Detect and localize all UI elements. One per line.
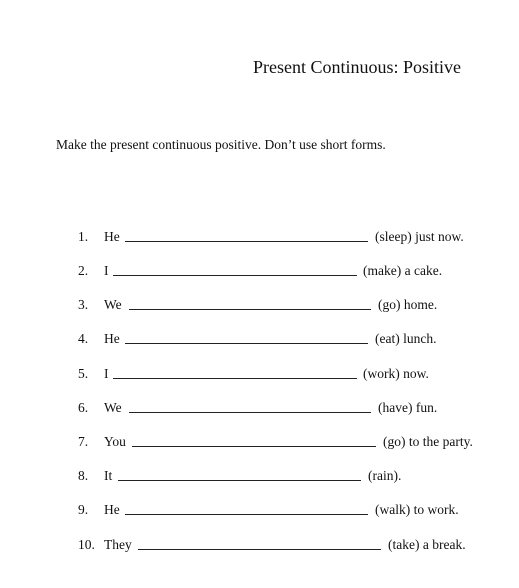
item-number: 7. (78, 434, 89, 449)
item-number: 8. (78, 468, 89, 483)
item-subject: I (104, 263, 109, 278)
worksheet-instructions: Make the present continuous positive. Don’t use short forms. (56, 137, 386, 152)
answer-blank[interactable] (118, 480, 361, 481)
item-subject: He (104, 502, 120, 517)
item-number: 1. (78, 229, 89, 244)
item-hint: (rain). (368, 468, 402, 483)
item-number: 10. (78, 537, 95, 552)
answer-blank[interactable] (125, 343, 368, 344)
answer-blank[interactable] (125, 514, 368, 515)
item-hint: (work) now. (363, 366, 429, 381)
item-subject: He (104, 229, 120, 244)
answer-blank[interactable] (113, 275, 357, 276)
answer-blank[interactable] (132, 446, 376, 447)
item-subject: You (104, 434, 126, 449)
item-hint: (sleep) just now. (375, 229, 464, 244)
item-number: 3. (78, 297, 89, 312)
item-number: 9. (78, 502, 89, 517)
item-hint: (eat) lunch. (375, 331, 437, 346)
item-subject: They (104, 537, 132, 552)
item-hint: (walk) to work. (375, 502, 459, 517)
item-hint: (make) a cake. (363, 263, 443, 278)
item-subject: He (104, 331, 120, 346)
item-hint: (go) to the party. (383, 434, 473, 449)
answer-blank[interactable] (129, 412, 371, 413)
item-subject: We (104, 400, 122, 415)
item-number: 5. (78, 366, 89, 381)
answer-blank[interactable] (138, 549, 381, 550)
item-subject: I (104, 366, 109, 381)
item-number: 6. (78, 400, 89, 415)
item-hint: (take) a break. (388, 537, 466, 552)
worksheet-title: Present Continuous: Positive (253, 57, 462, 77)
item-number: 2. (78, 263, 89, 278)
item-hint: (have) fun. (378, 400, 438, 415)
answer-blank[interactable] (129, 309, 371, 310)
answer-blank[interactable] (125, 241, 368, 242)
answer-blank[interactable] (113, 378, 357, 379)
item-number: 4. (78, 331, 89, 346)
item-hint: (go) home. (378, 297, 438, 312)
item-subject: It (104, 468, 113, 483)
item-subject: We (104, 297, 122, 312)
